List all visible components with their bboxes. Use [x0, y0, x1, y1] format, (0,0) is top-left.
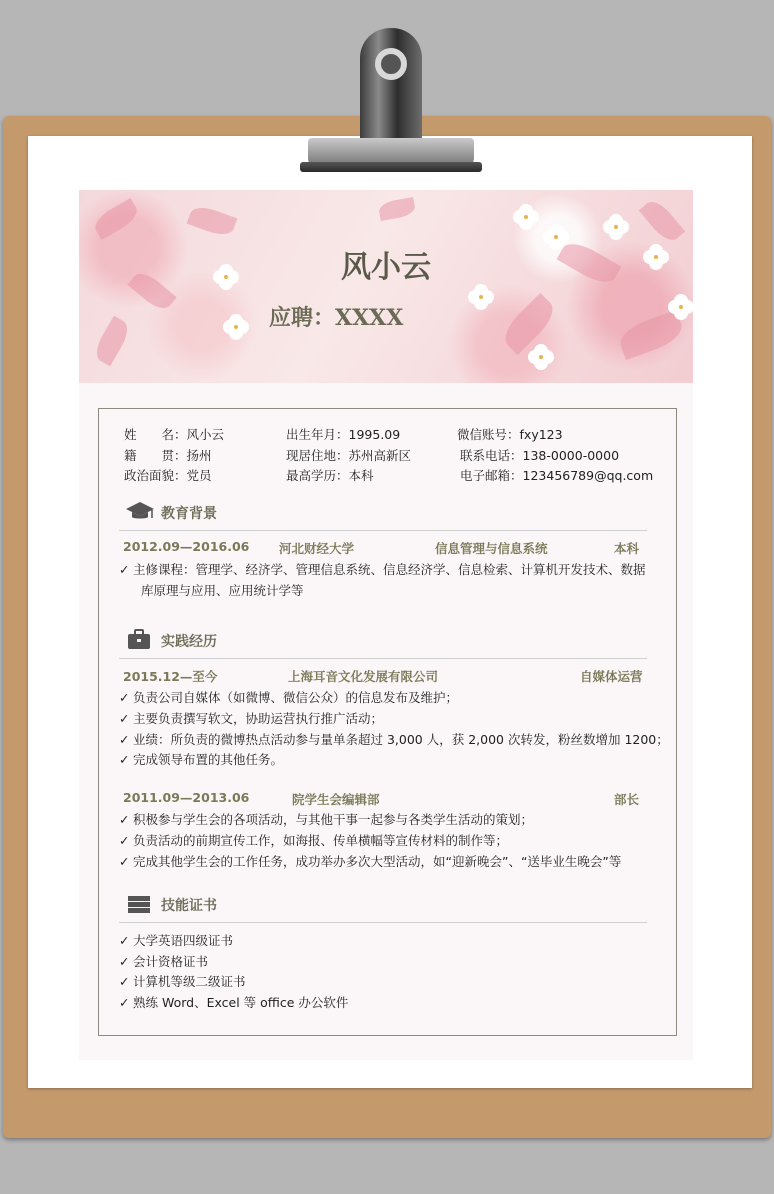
clip-ring [375, 48, 407, 80]
education-school: 河北财经大学 [279, 541, 355, 556]
flower-decoration [674, 300, 688, 314]
experience-title: 实践经历 [161, 634, 217, 650]
flower-decoration [519, 210, 533, 224]
job-date: 2011.09—2013.06 [123, 790, 250, 805]
check-icon: ✓ [119, 974, 130, 989]
divider [119, 922, 647, 923]
books-icon [125, 892, 155, 914]
briefcase-icon [125, 628, 155, 650]
flower-decoration [474, 290, 488, 304]
info-label: 姓 名： [124, 427, 187, 442]
skill-text: 熟练 Word、Excel 等 office 办公软件 [133, 995, 349, 1010]
job-item [119, 688, 458, 706]
skills-title: 技能证书 [161, 898, 217, 914]
binder-clip-icon [360, 28, 422, 148]
leaf-decoration [378, 197, 417, 221]
job-item-text: 业绩：所负责的微博热点活动参与量单条超过 3,000 人，获 2,000 次转发，粉丝数增加 1200； [133, 732, 669, 747]
info-label: 籍 贯： [124, 448, 187, 463]
info-label: 电子邮箱： [460, 468, 523, 483]
info-value: fxy123 [519, 427, 563, 442]
check-icon: ✓ [119, 933, 130, 948]
skills-section-header [125, 892, 645, 916]
education-major: 信息管理与信息系统 [435, 541, 548, 556]
clip-edge [300, 162, 482, 172]
check-icon: ✓ [119, 833, 130, 848]
skill-item [119, 931, 233, 949]
check-icon: ✓ [119, 711, 130, 726]
leaf-decoration [187, 203, 238, 239]
skill-item [119, 972, 246, 990]
info-value: 党员 [186, 468, 212, 483]
experience-section-header [125, 628, 645, 652]
divider [119, 530, 647, 531]
education-course-item [119, 560, 646, 578]
info-name [124, 425, 224, 443]
job-role: 部长 [614, 792, 640, 807]
skill-text: 会计资格证书 [133, 954, 209, 969]
education-title: 教育背景 [161, 506, 217, 522]
info-birth [286, 425, 400, 443]
skill-text: 大学英语四级证书 [133, 933, 234, 948]
skill-item [119, 993, 348, 1011]
info-value: 本科 [348, 468, 374, 483]
leaf-decoration [498, 293, 560, 355]
job-item [119, 831, 508, 849]
check-icon: ✓ [119, 854, 130, 869]
info-value: 风小云 [186, 427, 225, 442]
job-item [119, 730, 669, 748]
education-section-header [125, 500, 645, 524]
job-item-text: 完成领导布置的其他任务。 [133, 752, 284, 767]
flower-decoration [229, 320, 243, 334]
info-label: 最高学历： [286, 468, 349, 483]
info-email [460, 466, 653, 484]
info-political [124, 466, 212, 484]
job-org: 上海耳音文化发展有限公司 [288, 669, 439, 684]
job-item [119, 852, 621, 870]
candidate-name: 风小云 [341, 250, 431, 285]
graduation-cap-icon [125, 500, 155, 522]
job-item-text: 负责活动的前期宣传工作，如海报、传单横幅等宣传材料的制作等； [133, 833, 509, 848]
info-phone [460, 446, 619, 464]
applied-position [269, 301, 403, 332]
job-item-text: 完成其他学生会的工作任务，成功举办多次大型活动，如“迎新晚会”、“送毕业生晚会”等 [133, 854, 622, 869]
check-icon: ✓ [119, 954, 130, 969]
job-item-text: 负责公司自媒体（如微博、微信公众）的信息发布及维护； [133, 690, 459, 705]
info-label: 微信账号： [457, 427, 520, 442]
job-item-text: 积极参与学生会的各项活动，与其他干事一起参与各类学生活动的策划； [133, 812, 534, 827]
check-icon: ✓ [119, 562, 130, 577]
divider [119, 658, 647, 659]
check-icon: ✓ [119, 732, 130, 747]
info-label: 出生年月： [286, 427, 349, 442]
flower-decoration [534, 350, 548, 364]
leaf-decoration [616, 310, 686, 360]
education-degree: 本科 [614, 541, 640, 556]
info-residence [286, 446, 411, 464]
course-text-continued: 库原理与应用、应用统计学等 [141, 583, 304, 598]
info-label: 联系电话： [460, 448, 523, 463]
check-icon: ✓ [119, 752, 130, 767]
education-date: 2012.09—2016.06 [123, 539, 250, 554]
skill-text: 计算机等级二级证书 [133, 974, 246, 989]
resume [79, 190, 693, 1060]
check-icon: ✓ [119, 812, 130, 827]
job-date: 2015.12—至今 [123, 669, 218, 684]
apply-label: 应聘： [269, 305, 336, 331]
info-label: 现居住地： [286, 448, 349, 463]
info-value: 138-0000-0000 [522, 448, 620, 463]
flower-decoration [609, 220, 623, 234]
job-item [119, 810, 533, 828]
skill-item [119, 952, 208, 970]
leaf-decoration [91, 198, 142, 240]
job-role: 自媒体运营 [580, 669, 643, 684]
info-wechat [457, 425, 563, 443]
info-education-level [286, 466, 374, 484]
check-icon: ✓ [119, 690, 130, 705]
check-icon: ✓ [119, 995, 130, 1010]
info-value: 1995.09 [348, 427, 401, 442]
info-value: 扬州 [186, 448, 212, 463]
leaf-decoration [91, 316, 133, 367]
job-item [119, 750, 283, 768]
info-value: 苏州高新区 [348, 448, 412, 463]
job-item-text: 主要负责撰写软文，协助运营执行推广活动； [133, 711, 384, 726]
info-value: 123456789@qq.com [522, 468, 654, 483]
apply-value: XXXX [335, 305, 404, 331]
job-org: 院学生会编辑部 [292, 792, 380, 807]
header-banner [79, 190, 693, 383]
course-text: 主修课程：管理学、经济学、管理信息系统、信息经济学、信息检索、计算机开发技术、数据 [133, 562, 646, 577]
info-label: 政治面貌： [124, 468, 187, 483]
job-item [119, 709, 383, 727]
leaf-decoration [639, 196, 685, 245]
info-hometown [124, 446, 212, 464]
